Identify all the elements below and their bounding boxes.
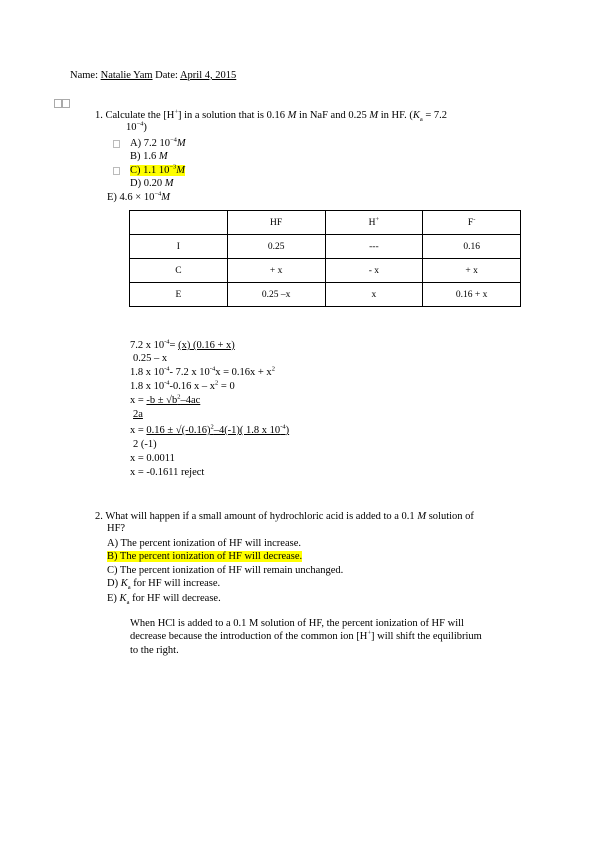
table-row	[130, 283, 521, 307]
option-ksub: a	[127, 584, 131, 592]
option-unit: M	[158, 151, 168, 162]
q1-sup: −4	[136, 120, 144, 128]
option-label: E) 4.6 × 10	[107, 192, 155, 203]
option-unit: M	[176, 138, 186, 149]
option-label: B) The percent ionization of HF will decrease.	[107, 551, 303, 562]
work-line-9: x = 0.0011	[130, 453, 175, 464]
work-text: -b ± √b	[146, 395, 178, 406]
option-label: for HF will decrease.	[129, 593, 221, 604]
work-line-1	[130, 339, 235, 352]
checkbox-icon	[62, 99, 70, 108]
work-line-3	[130, 366, 275, 379]
work-line-10: x = -0.1611 reject	[130, 467, 205, 478]
student-name: Natalie Yam	[100, 70, 153, 81]
header-line	[70, 69, 236, 82]
work-text: –4(-1)( 1.8 x 10	[213, 425, 281, 436]
q2-stem-text: What will happen if a small amount of hydrochloric acid is added to a 0.1	[105, 511, 418, 522]
table-cell: x	[325, 283, 423, 307]
table-cell: E	[130, 283, 228, 307]
q1-sup: +	[174, 108, 178, 116]
work-text: –4ac	[180, 395, 201, 406]
work-sup: 2	[271, 365, 275, 373]
work-line-7	[130, 424, 289, 437]
work-text: =	[169, 340, 179, 351]
q1-option-e	[107, 191, 170, 204]
q1-option-a	[130, 137, 186, 150]
work-line-6: 2a	[133, 409, 143, 420]
q1-stem-line2	[126, 121, 147, 134]
q1-stem-text: ] in a solution that is 0.16	[177, 110, 288, 121]
table-header-cell	[325, 211, 423, 235]
q1-option-c-highlighted	[130, 164, 185, 177]
option-sup: −4	[154, 190, 162, 198]
option-sup: −3	[169, 163, 177, 171]
work-line-2: 0.25 – x	[133, 353, 168, 364]
table-header-cell	[130, 211, 228, 235]
q2-option-c: C) The percent ionization of HF will remain unchanged.	[107, 565, 344, 576]
q1-stem-text: Calculate the [H	[105, 110, 175, 121]
q2-explanation-line-3: to the right.	[130, 645, 179, 656]
header-text: F	[467, 217, 474, 228]
table-header-row	[130, 211, 521, 235]
q2-stem	[95, 510, 474, 523]
q2-option-e	[107, 592, 221, 605]
option-label: A) 7.2 10	[130, 138, 170, 149]
q2-unit: M	[417, 511, 427, 522]
q1-unit: M	[369, 110, 379, 121]
work-line-5	[130, 394, 200, 407]
option-label: D) 0.20	[130, 178, 165, 189]
work-text: 1.8 x 10	[130, 381, 165, 392]
q2-stem-text: solution of	[426, 511, 474, 522]
work-sup: 2	[215, 379, 219, 387]
header-text: HF	[270, 217, 283, 228]
work-line-8: 2 (-1)	[133, 439, 157, 450]
work-text: 7.2 x 10	[130, 340, 165, 351]
table-cell: 0.16 + x	[423, 283, 521, 307]
work-sup: 2	[210, 423, 214, 431]
option-label: B) 1.6	[130, 151, 159, 162]
q2-explanation-line-1: When HCl is added to a 0.1 M solution of HF, the percent ionization of HF will	[130, 618, 464, 629]
q2-stem-line2: HF?	[107, 523, 126, 534]
q1-ksub: a	[419, 116, 423, 124]
table-cell: ---	[325, 235, 423, 259]
q1-stem-text: in NaF and 0.25	[296, 110, 370, 121]
header-sup: -	[473, 215, 476, 223]
checkbox-icon	[113, 167, 120, 175]
q2-number: 2.	[95, 511, 103, 522]
explain-sup: +	[367, 629, 372, 637]
option-sup: −4	[169, 136, 177, 144]
q1-k: K	[412, 110, 420, 121]
table-cell: 0.25 –x	[227, 283, 325, 307]
date-label: Date:	[155, 70, 178, 81]
option-k: K	[120, 578, 128, 589]
ice-table	[129, 210, 521, 307]
work-text: 0.16 ± √(-0.16)	[146, 425, 211, 436]
option-ksub: a	[126, 599, 130, 607]
work-text: x = 0.16x + x	[215, 367, 272, 378]
work-text: -0.16 x – x	[169, 381, 216, 392]
q1-stem	[95, 109, 447, 122]
work-sup: -4	[280, 423, 286, 431]
checkbox-icon	[54, 99, 62, 108]
q1-stem-text: 10	[126, 122, 137, 133]
name-label: Name:	[70, 70, 98, 81]
table-header-cell	[227, 211, 325, 235]
work-text: )	[285, 425, 290, 436]
work-text: x =	[130, 395, 147, 406]
work-text: - 7.2 x 10	[169, 367, 210, 378]
header-text: H	[368, 217, 376, 228]
explain-text: decrease because the introduction of the common ion [H	[130, 631, 368, 642]
q1-option-b	[130, 150, 168, 163]
q1-stem-text: = 7.2	[422, 110, 448, 121]
table-row	[130, 235, 521, 259]
work-sup: 2	[177, 393, 181, 401]
table-cell: + x	[227, 259, 325, 283]
q1-unit: M	[287, 110, 297, 121]
table-cell: C	[130, 259, 228, 283]
q2-option-d	[107, 577, 220, 590]
q1-stem-text: in HF. (	[378, 110, 413, 121]
date-value: April 4, 2015	[179, 70, 237, 81]
work-line-4	[130, 380, 235, 393]
table-header-cell	[423, 211, 521, 235]
checkbox-icon	[113, 140, 120, 148]
work-text: = 0	[218, 381, 235, 392]
option-label: for HF will increase.	[130, 578, 221, 589]
table-cell: - x	[325, 259, 423, 283]
q1-number: 1.	[95, 110, 103, 121]
table-cell: 0.16	[423, 235, 521, 259]
q2-explanation-line-2	[130, 630, 482, 643]
explain-text: ] will shift the equilibrium	[371, 631, 482, 642]
option-label: D)	[107, 578, 121, 589]
q1-option-d	[130, 177, 173, 190]
work-sup: -4	[164, 338, 170, 346]
option-unit: M	[161, 192, 171, 203]
table-row	[130, 259, 521, 283]
placeholder-boxes	[54, 99, 70, 112]
work-text: 1.8 x 10	[130, 367, 165, 378]
work-sup: -4	[164, 379, 170, 387]
header-sup: +	[375, 215, 380, 223]
table-cell: I	[130, 235, 228, 259]
work-sup: -4	[209, 365, 216, 373]
q2-option-b-highlighted	[107, 550, 302, 563]
option-label: C) 1.1 10	[130, 165, 170, 176]
work-text: (x) (0.16 + x)	[178, 340, 235, 351]
table-cell: + x	[423, 259, 521, 283]
option-k: K	[119, 593, 127, 604]
q1-stem-text: )	[143, 122, 147, 133]
work-sup: -4	[164, 365, 170, 373]
option-unit: M	[176, 165, 186, 176]
table-cell: 0.25	[227, 235, 325, 259]
work-text: x =	[130, 425, 147, 436]
option-label: E)	[107, 593, 120, 604]
option-unit: M	[164, 178, 174, 189]
q2-option-a: A) The percent ionization of HF will increase.	[107, 538, 301, 549]
